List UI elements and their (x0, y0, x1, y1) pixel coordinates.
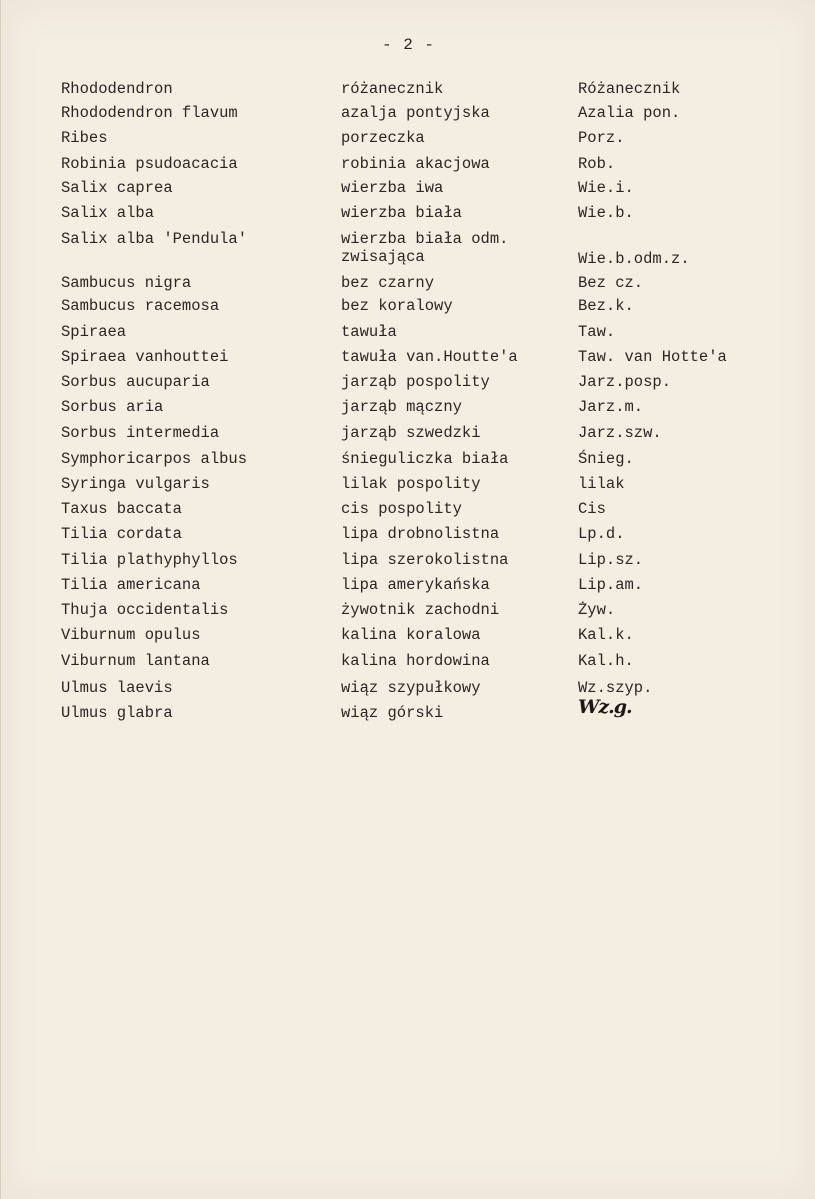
latin-name: Salix alba 'Pendula' (61, 230, 248, 248)
polish-name: śnieguliczka biała (341, 450, 509, 468)
latin-name: Sorbus aucuparia (61, 373, 210, 391)
polish-name: żywotnik zachodni (341, 601, 500, 619)
latin-name: Thuja occidentalis (61, 601, 229, 619)
latin-name: Ribes (61, 129, 108, 147)
abbreviation: Żyw. (578, 601, 616, 619)
abbreviation: Bez.k. (578, 297, 634, 315)
latin-name: Tilia americana (61, 576, 201, 594)
latin-name: Sorbus intermedia (61, 424, 220, 442)
polish-name-continued: zwisająca (341, 248, 425, 266)
polish-name: kalina hordowina (341, 652, 490, 670)
polish-name: kalina koralowa (341, 626, 481, 644)
abbreviation: Kal.h. (578, 652, 634, 670)
latin-name: Viburnum lantana (61, 652, 210, 670)
latin-name: Syringa vulgaris (61, 475, 210, 493)
latin-name: Salix caprea (61, 179, 173, 197)
latin-name: Rhododendron flavum (61, 104, 238, 122)
latin-name: Tilia cordata (61, 525, 182, 543)
abbreviation: Śnieg. (578, 450, 634, 468)
abbreviation: Wie.b. (578, 204, 634, 222)
latin-name: Sambucus nigra (61, 274, 192, 292)
abbreviation: Lp.d. (578, 525, 625, 543)
polish-name: wierzba biała (341, 204, 462, 222)
polish-name: wierzba iwa (341, 179, 444, 197)
abbreviation: Różanecznik (578, 80, 681, 98)
abbreviation: Bez cz. (578, 274, 644, 292)
polish-name: porzeczka (341, 129, 425, 147)
abbreviation: Jarz.posp. (578, 373, 672, 391)
polish-name: lilak pospolity (341, 475, 481, 493)
abbreviation: Jarz.m. (578, 398, 644, 416)
latin-name: Rhododendron (61, 80, 173, 98)
latin-name: Sorbus aria (61, 398, 164, 416)
latin-name: Tilia plathyphyllos (61, 551, 238, 569)
abbreviation: Porz. (578, 129, 625, 147)
polish-name: cis pospolity (341, 500, 462, 518)
latin-name: Ulmus glabra (61, 704, 173, 722)
page-number: - 2 - (381, 36, 435, 54)
abbreviation: Taw. van Hotte'a (578, 348, 727, 366)
polish-name: lipa amerykańska (341, 576, 490, 594)
polish-name: jarząb mączny (341, 398, 462, 416)
polish-name: wiąz górski (341, 704, 444, 722)
polish-name: robinia akacjowa (341, 155, 490, 173)
polish-name: azalja pontyjska (341, 104, 490, 122)
abbreviation: Wz.szyp. (578, 679, 653, 697)
latin-name: Salix alba (61, 204, 155, 222)
polish-name: różanecznik (341, 80, 444, 98)
abbreviation: Wie.i. (578, 179, 634, 197)
polish-name: bez czarny (341, 274, 435, 292)
latin-name: Ulmus laevis (61, 679, 173, 697)
polish-name: tawuła van.Houtte'a (341, 348, 518, 366)
abbreviation: lilak (578, 475, 625, 493)
abbreviation: Rob. (578, 155, 616, 173)
abbreviation: Kal.k. (578, 626, 634, 644)
abbreviation: Taw. (578, 323, 616, 341)
polish-name: tawuła (341, 323, 397, 341)
polish-name: lipa szerokolistna (341, 551, 509, 569)
abbreviation: Lip.sz. (578, 551, 644, 569)
latin-name: Robinia psudoacacia (61, 155, 238, 173)
abbreviation: Azalia pon. (578, 104, 681, 122)
abbreviation: Jarz.szw. (578, 424, 662, 442)
latin-name: Viburnum opulus (61, 626, 201, 644)
abbreviation: Cis (578, 500, 606, 518)
polish-name: wierzba biała odm. (341, 230, 509, 248)
latin-name: Symphoricarpos albus (61, 450, 248, 468)
polish-name: jarząb szwedzki (341, 424, 481, 442)
latin-name: Spiraea vanhouttei (61, 348, 229, 366)
handwritten-abbreviation: Wz.g. (578, 696, 632, 718)
polish-name: lipa drobnolistna (341, 525, 500, 543)
abbreviation: Lip.am. (578, 576, 644, 594)
latin-name: Spiraea (61, 323, 127, 341)
polish-name: bez koralowy (341, 297, 453, 315)
latin-name: Sambucus racemosa (61, 297, 220, 315)
latin-name: Taxus baccata (61, 500, 182, 518)
abbreviation: Wie.b.odm.z. (578, 250, 690, 268)
polish-name: jarząb pospolity (341, 373, 490, 391)
polish-name: wiąz szypułkowy (341, 679, 481, 697)
